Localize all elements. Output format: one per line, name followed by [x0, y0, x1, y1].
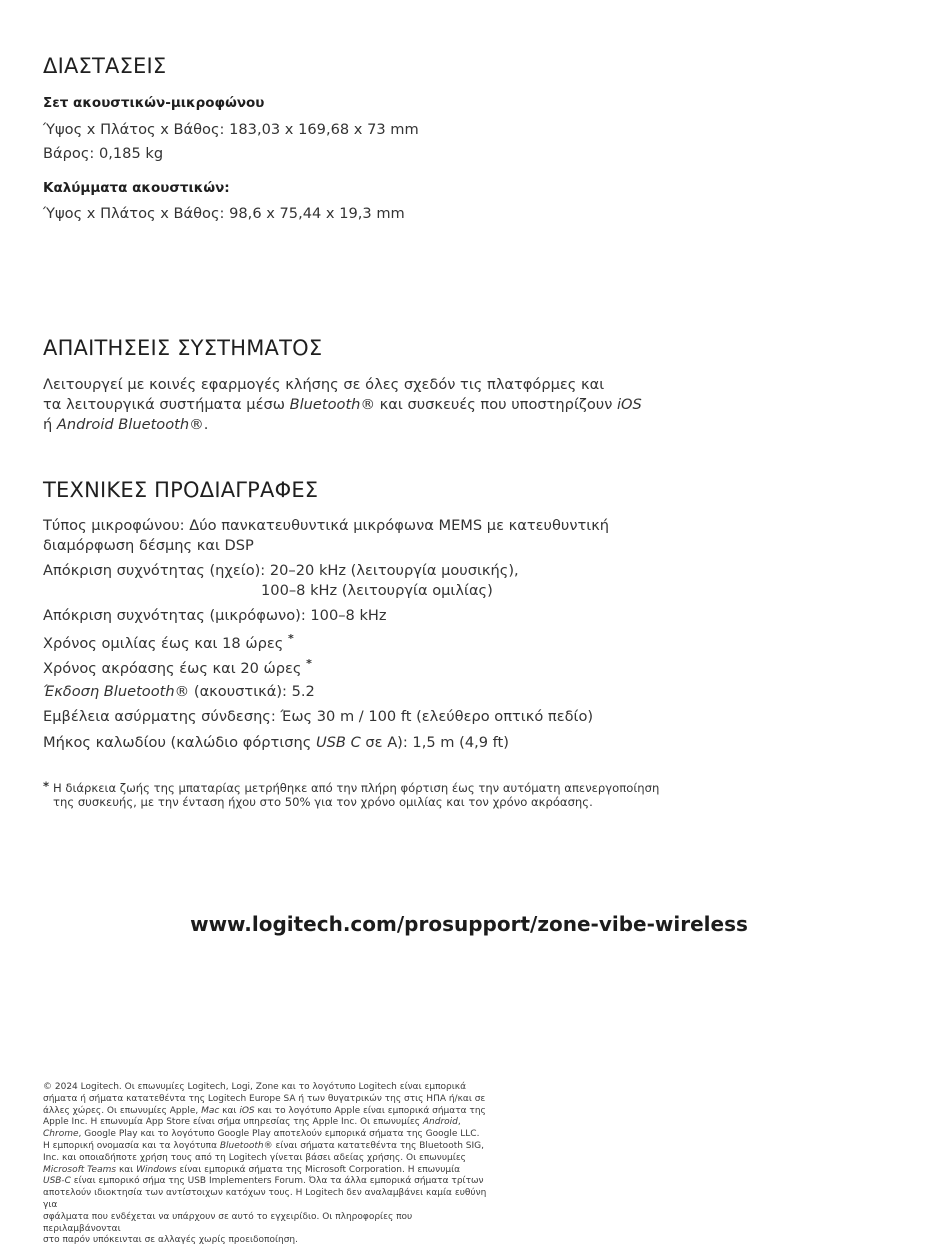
- cable-usb: USB C: [315, 734, 361, 751]
- cable-text: Μήκος καλωδίου (καλώδιο φόρτισης: [43, 734, 316, 751]
- legal-line: σήματα ή σήματα κατατεθέντα της Logitech Europe SA ή των θυγατρικών της στις ΗΠΑ ή/και σε: [43, 1093, 486, 1104]
- talk-time-text: Χρόνος ομιλίας έως και 18 ώρες: [43, 634, 288, 652]
- legal-bluetooth: Bluetooth: [219, 1140, 264, 1151]
- bt-version-value: ® (ακουστικά): 5.2: [174, 683, 315, 700]
- legal-text: είναι εμπορικά σήματα της Microsoft Corporation. Η επωνυμία: [176, 1164, 461, 1175]
- spec-freq-mic: Απόκριση συχνότητας (μικρόφωνο): 100–8 kHz: [43, 607, 387, 624]
- spec-freq-audio-1: Απόκριση συχνότητας (ηχείο): 20–20 kHz (λειτουργία μουσικής),: [43, 562, 519, 579]
- legal-line: [43, 1106, 488, 1118]
- legal-line: © 2024 Logitech. Οι επωνυμίες Logitech, Logi, Zone και το λογότυπο Logitech είναι εμπορικά: [43, 1082, 466, 1092]
- legal-line: [43, 1165, 488, 1177]
- legal-ios: iOS: [239, 1105, 255, 1116]
- legal-text: ,: [457, 1117, 461, 1128]
- footnote-line-1: Η διάρκεια ζωής της μπαταρίας μετρήθηκε από την πλήρη φόρτιση έως την αυτόματη απενεργοποίηση: [53, 781, 660, 795]
- spec-freq-audio-2: 100–8 kHz (λειτουργία ομιλίας): [261, 582, 493, 599]
- legal-text: Η εμπορική ονομασία και τα λογότυπα: [43, 1140, 220, 1151]
- earcups-label: Καλύμματα ακουστικών:: [43, 180, 230, 196]
- spec-bt-version: [43, 683, 315, 700]
- spec-talk-time: [43, 632, 294, 652]
- support-url[interactable]: www.logitech.com/prosupport/zone-vibe-wireless: [190, 912, 748, 936]
- cable-text: σε A): 1,5 m (4,9 ft): [360, 734, 509, 751]
- requirements-heading: ΑΠΑΙΤΗΣΕΙΣ ΣΥΣΤΗΜΑΤΟΣ: [43, 336, 323, 360]
- legal-line: [43, 1117, 488, 1129]
- legal-text: ® είναι σήματα κατατεθέντα της Bluetooth SIG,: [263, 1140, 484, 1151]
- footnote-line-2: της συσκευής, με την ένταση ήχου στο 50% για τον χρόνο ομιλίας και τον χρόνο ακρόασης.: [53, 795, 593, 809]
- legal-mac: Mac: [201, 1105, 220, 1116]
- legal-line: [43, 1141, 488, 1153]
- spec-range: Εμβέλεια ασύρματης σύνδεσης: Έως 30 m / 100 ft (ελεύθερο οπτικό πεδίο): [43, 708, 594, 725]
- bt-version-label: Έκδοση Bluetooth: [43, 683, 175, 700]
- legal-text: Apple Inc. Η επωνυμία App Store είναι σήμα υπηρεσίας της Apple Inc. Οι επωνυμίες: [43, 1117, 423, 1128]
- legal-notice: [43, 1082, 488, 1247]
- req-text: ή: [43, 416, 57, 433]
- legal-text: και το λογότυπο Apple είναι εμπορικά σήματα της: [254, 1105, 486, 1116]
- legal-text: και: [116, 1164, 137, 1175]
- battery-footnote: [43, 781, 683, 809]
- req-text: ®.: [189, 416, 209, 433]
- legal-line: [43, 1176, 488, 1188]
- requirements-line-2: [43, 395, 643, 415]
- legal-chrome: Chrome: [43, 1129, 79, 1140]
- legal-text: και: [219, 1105, 240, 1116]
- legal-teams: Microsoft Teams: [43, 1164, 117, 1175]
- spec-cable: [43, 734, 509, 751]
- legal-text: άλλες χώρες. Οι επωνυμίες Apple,: [43, 1105, 202, 1116]
- legal-usbc: USB-C: [43, 1176, 71, 1187]
- requirements-text: [43, 375, 643, 435]
- req-ios: iOS: [616, 396, 642, 413]
- legal-android: Android: [422, 1117, 458, 1128]
- req-bluetooth: Bluetooth: [289, 396, 361, 413]
- listen-time-text: Χρόνος ακρόασης έως και 20 ώρες: [43, 659, 307, 677]
- legal-text: , Google Play και το λογότυπο Google Play αποτελούν εμπορικά σήματα της Google LLC.: [78, 1129, 480, 1140]
- legal-windows: Windows: [136, 1164, 177, 1175]
- footnote-star: *: [43, 779, 50, 793]
- earcups-size: Ύψος x Πλάτος x Βάθος: 98,6 x 75,44 x 19,3 mm: [43, 205, 405, 222]
- legal-text: είναι εμπορικό σήμα της USB Implementers Forum. Όλα τα άλλα εμπορικά σήματα τρίτων: [70, 1176, 484, 1187]
- headset-size: Ύψος x Πλάτος x Βάθος: 183,03 x 169,68 x 73 mm: [43, 121, 419, 138]
- req-android-bluetooth: Android Bluetooth: [56, 416, 190, 433]
- spec-listen-time: [43, 657, 312, 677]
- headset-label: Σετ ακουστικών-μικροφώνου: [43, 95, 265, 111]
- specs-heading: ΤΕΧΝΙΚΕΣ ΠΡΟΔΙΑΓΡΑΦΕΣ: [43, 478, 319, 502]
- legal-line: Inc. και οποιαδήποτε χρήση τους από τη Logitech γίνεται βάσει αδείας χρήσης. Οι επωνυμίες: [43, 1152, 466, 1163]
- req-text: τα λειτουργικά συστήματα μέσω: [43, 396, 290, 413]
- req-text: ® και συσκευές που υποστηρίζουν: [360, 396, 617, 413]
- legal-line: [43, 1129, 488, 1141]
- legal-line: αποτελούν ιδιοκτησία των αντίστοιχων κατόχων τους. Η Logitech δεν αναλαμβάνει καμία ευθύνη για: [43, 1188, 487, 1210]
- footnote-marker: *: [287, 632, 294, 645]
- legal-line: στο παρόν υπόκεινται σε αλλαγές χωρίς προειδοποίηση.: [43, 1235, 299, 1246]
- requirements-line-1: Λειτουργεί με κοινές εφαρμογές κλήσης σε όλες σχεδόν τις πλατφόρμες και: [43, 376, 605, 393]
- spec-mic-type-2: διαμόρφωση δέσμης και DSP: [43, 537, 254, 554]
- dimensions-heading: ΔΙΑΣΤΑΣΕΙΣ: [43, 54, 167, 78]
- requirements-line-3: [43, 415, 643, 435]
- spec-mic-type-1: Τύπος μικροφώνου: Δύο πανκατευθυντικά μικρόφωνα MEMS με κατευθυντική: [43, 517, 610, 534]
- legal-line: σφάλματα που ενδέχεται να υπάρχουν σε αυτό το εγχειρίδιο. Οι πληροφορίες που περιλαμβάνονται: [43, 1211, 413, 1234]
- headset-weight: Βάρος: 0,185 kg: [43, 145, 164, 162]
- footnote-marker: *: [306, 657, 312, 670]
